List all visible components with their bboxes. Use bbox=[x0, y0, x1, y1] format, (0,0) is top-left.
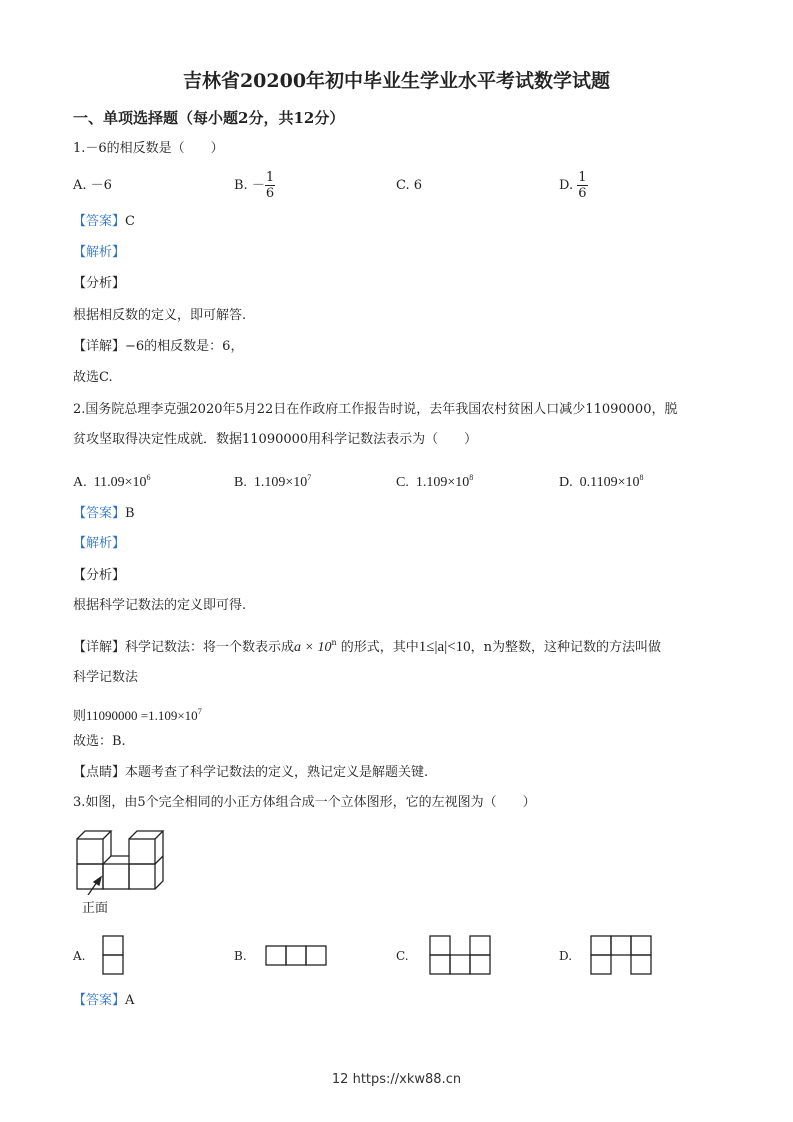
equation: 则11090000 =1.109×10 bbox=[73, 708, 198, 723]
q3-option-d-label: D. bbox=[559, 949, 573, 963]
detail-text: 科学记数法：将一个数表示成 bbox=[125, 640, 295, 655]
comment-text: 本题考查了科学记数法的定义，熟记定义是解题关键. bbox=[125, 765, 429, 780]
comment-tag: 【点睛】 bbox=[73, 765, 126, 780]
q2-option-b bbox=[234, 470, 311, 491]
q1-answer bbox=[73, 214, 135, 230]
option-label: D. bbox=[559, 178, 574, 193]
answer-value: C bbox=[125, 214, 135, 229]
q1-choose: 故选C. bbox=[73, 370, 113, 385]
q1-option-b bbox=[234, 170, 275, 201]
q2-then bbox=[73, 704, 202, 724]
denominator: 6 bbox=[265, 186, 275, 201]
q3-option-d-figure bbox=[590, 935, 654, 977]
q2-choose: 故选：B. bbox=[73, 734, 126, 749]
q3-option-b-label: B. bbox=[234, 949, 247, 963]
q2-option-c bbox=[396, 470, 473, 491]
fraction bbox=[577, 170, 587, 201]
detail-text: ，n为整数，这种记数的方法叫做 bbox=[470, 640, 662, 655]
q2-option-a bbox=[73, 470, 151, 491]
q3-answer bbox=[73, 993, 134, 1009]
q2-fenxi-tag: 【分析】 bbox=[73, 568, 126, 583]
q2-detail-line2: 科学记数法 bbox=[73, 670, 139, 685]
detail-text: 的形式，其中 bbox=[340, 640, 419, 655]
option-value: 1.109×10 bbox=[253, 475, 308, 490]
option-value: 1.109×10 bbox=[415, 475, 470, 490]
detail-tag: 【详解】 bbox=[73, 640, 126, 655]
q2-option-d bbox=[559, 470, 644, 491]
answer-tag: 【答案】 bbox=[73, 506, 126, 521]
q3-option-c-figure bbox=[429, 935, 493, 977]
numerator: 1 bbox=[265, 170, 275, 185]
q1-analysis-tag: 【解析】 bbox=[73, 245, 126, 260]
q1-stem: 1.－6的相反数是（ ） bbox=[73, 141, 224, 156]
detail-text: −6的相反数是：6， bbox=[125, 339, 244, 354]
q1-fenxi-text: 根据相反数的定义，即可解答. bbox=[73, 308, 247, 323]
exponent: 8 bbox=[469, 473, 474, 482]
answer-value: B bbox=[125, 506, 135, 521]
figure-label-front: 正面 bbox=[82, 901, 109, 916]
option-value: 11.09×10 bbox=[93, 475, 147, 490]
q3-option-c-label: C. bbox=[396, 949, 409, 963]
answer-tag: 【答案】 bbox=[73, 214, 126, 229]
exponent: 7 bbox=[307, 473, 312, 482]
page-footer: 12 https://xkw88.cn bbox=[331, 1072, 462, 1087]
q2-comment bbox=[73, 765, 428, 781]
q1-detail bbox=[73, 339, 243, 355]
q2-stem-line1: 2.国务院总理李克强2020年5月22日在作政府工作报告时说，去年我国农村贫困人口减少11090000，脱 bbox=[73, 402, 678, 417]
exponent: 8 bbox=[639, 473, 644, 482]
option-label: B. － bbox=[234, 178, 265, 193]
q3-stem: 3.如图，由5个完全相同的小正方体组合成一个立体图形，它的左视图为（ ） bbox=[73, 795, 536, 810]
answer-value: A bbox=[125, 993, 135, 1008]
q3-option-a-figure bbox=[102, 935, 126, 977]
fraction bbox=[265, 170, 275, 201]
cube-figure bbox=[70, 825, 170, 895]
option-label: C. bbox=[396, 475, 409, 490]
q1-option-a: A. －6 bbox=[73, 178, 112, 193]
q3-option-b-figure bbox=[265, 945, 329, 967]
q2-analysis-tag: 【解析】 bbox=[73, 536, 126, 551]
q1-option-c: C. 6 bbox=[396, 178, 423, 193]
exponent: 7 bbox=[197, 707, 202, 716]
exponent: n bbox=[331, 638, 337, 647]
exponent: 6 bbox=[146, 473, 151, 482]
q1-option-d bbox=[559, 170, 588, 201]
q2-fenxi-text: 根据科学记数法的定义即可得. bbox=[73, 598, 247, 613]
section-heading: 一、单项选择题（每小题2分，共12分） bbox=[73, 109, 345, 127]
page-title: 吉林省20200年初中毕业生学业水平考试数学试题 bbox=[182, 70, 611, 92]
option-label: B. bbox=[234, 475, 247, 490]
numerator: 1 bbox=[578, 170, 587, 185]
option-label: D. bbox=[559, 475, 573, 490]
option-value: 0.1109×10 bbox=[579, 475, 640, 490]
q2-detail bbox=[73, 635, 661, 656]
option-label: A. bbox=[73, 475, 87, 490]
detail-tag: 【详解】 bbox=[73, 339, 126, 354]
answer-tag: 【答案】 bbox=[73, 993, 126, 1008]
inequality: 1≤|a|<10 bbox=[418, 639, 471, 655]
q2-answer bbox=[73, 506, 135, 522]
denominator: 6 bbox=[578, 186, 587, 201]
q2-stem-line2: 贫攻坚取得决定性成就．数据11090000用科学记数法表示为（ ） bbox=[73, 432, 478, 447]
formula: a × 10 bbox=[294, 640, 332, 655]
q1-fenxi-tag: 【分析】 bbox=[73, 276, 126, 291]
q3-option-a-label: A. bbox=[73, 949, 86, 963]
